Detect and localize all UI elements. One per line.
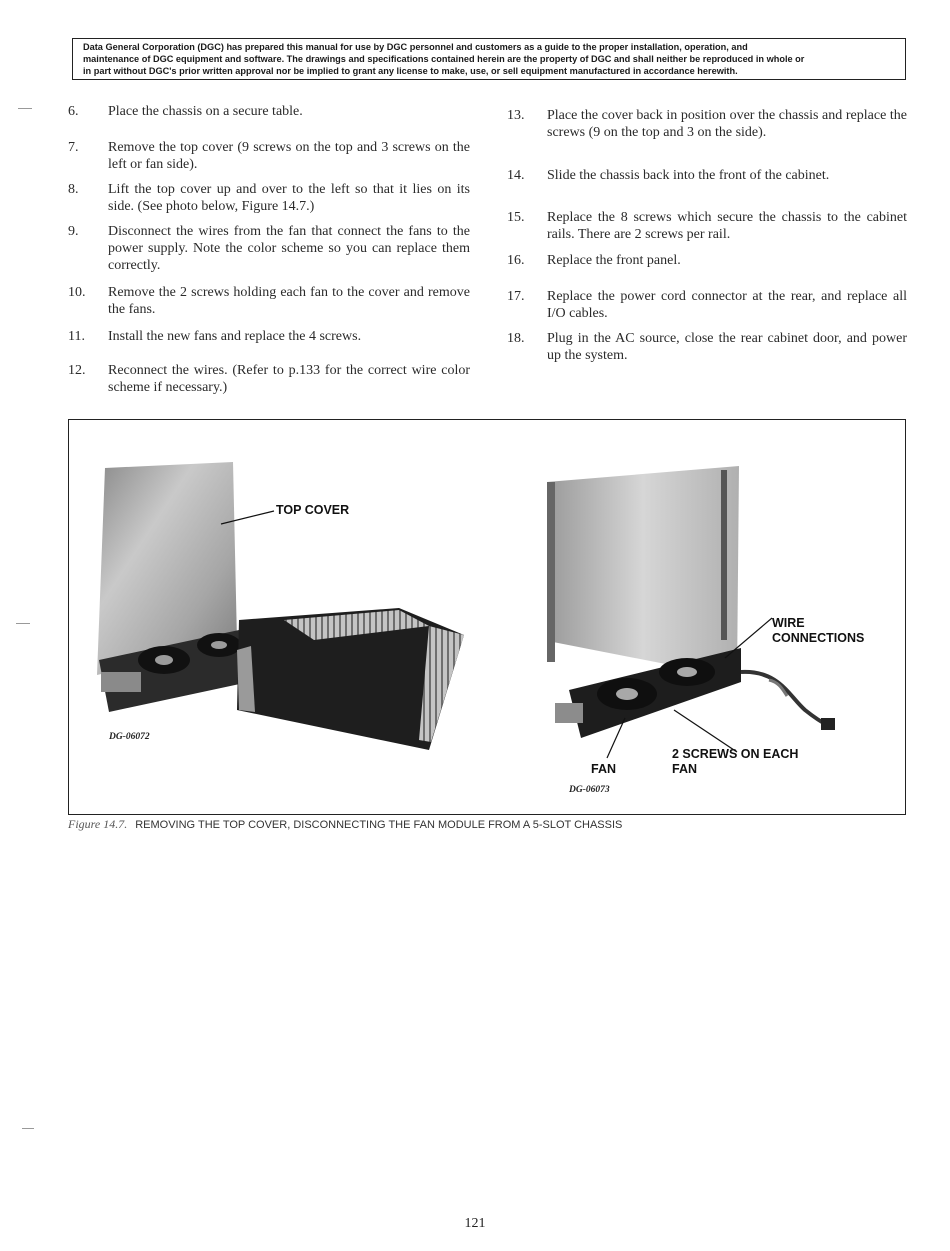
figure-14-7 [68, 419, 906, 815]
copyright-notice [72, 38, 906, 80]
label-wire: WIRE [772, 616, 805, 630]
step-item [68, 103, 470, 120]
step-item [68, 139, 470, 173]
notice-line-2: maintenance of DGC equipment and software. The drawings and specifications contained herein are the property of DGC and shall neither be reproduced in whole or [83, 53, 805, 64]
step-text: Install the new fans and replace the 4 screws. [108, 329, 362, 344]
step-item [507, 252, 907, 269]
label-connections: CONNECTIONS [772, 631, 865, 645]
connector-block [555, 703, 583, 723]
step-text: Reconnect the wires. (Refer to p.133 for the correct wire color scheme if necessary.) [108, 363, 470, 395]
fan-hub-icon [677, 667, 697, 677]
caption-prefix: Figure 14.7. [68, 817, 128, 831]
connector-block [101, 672, 141, 692]
step-text: Replace the front panel. [547, 253, 681, 268]
wire-plug [821, 718, 835, 730]
step-item [68, 362, 470, 396]
step-item [507, 288, 907, 322]
photo-id-left: DG-06072 [109, 732, 150, 742]
caption-text: REMOVING THE TOP COVER, DISCONNECTING THE FAN MODULE FROM A 5-SLOT CHASSIS [135, 819, 623, 831]
label-screws-fan: FAN [672, 762, 697, 776]
step-number: 13. [507, 108, 525, 123]
label-fan: FAN [591, 762, 616, 776]
step-number: 12. [68, 363, 86, 378]
photo-id-right: DG-06073 [569, 785, 610, 795]
fan-hub-icon [155, 655, 173, 665]
step-text: Remove the top cover (9 screws on the top and 3 screws on the left or fan side). [108, 140, 470, 172]
screws-pointer [674, 710, 737, 752]
step-number: 11. [68, 329, 85, 344]
page-number: 121 [464, 1216, 486, 1231]
figure-caption [68, 817, 622, 832]
cover-edge [721, 470, 727, 640]
margin-mark [22, 1128, 34, 1129]
fan-hub-icon [211, 641, 227, 649]
step-text: Place the chassis on a secure table. [108, 104, 303, 119]
step-item [507, 209, 907, 243]
step-text: Remove the 2 screws holding each fan to the cover and remove the fans. [108, 285, 470, 317]
step-text: Disconnect the wires from the fan that connect the fans to the power supply. Note the color scheme so you can replace them correctly. [108, 224, 470, 273]
step-number: 18. [507, 331, 525, 346]
cover-edge [547, 482, 555, 662]
step-number: 7. [68, 140, 79, 155]
step-item [507, 107, 907, 141]
step-text: Replace the power cord connector at the rear, and replace all I/O cables. [547, 289, 907, 321]
wire-cable [741, 672, 829, 726]
notice-line-1: Data General Corporation (DGC) has prepared this manual for use by DGC personnel and customers as a guide to the proper installation, operation, and [83, 42, 748, 52]
step-item [68, 328, 470, 345]
notice-line-3: in part without DGC's prior written approval nor be implied to grant any license to make, use, or sell equipment manufactured in accordance herewith. [83, 65, 738, 76]
step-number: 9. [68, 224, 79, 239]
photo-right-chassis [547, 466, 835, 738]
step-number: 10. [68, 285, 86, 300]
step-number: 16. [507, 253, 525, 268]
step-text: Lift the top cover up and over to the left so that it lies on its side. (See photo below, Figure 14.7.) [108, 182, 470, 214]
step-text: Place the cover back in position over the chassis and replace the screws (9 on the top and 3 on the side). [547, 108, 907, 140]
fan-hub-icon [616, 688, 638, 700]
step-item [507, 167, 907, 184]
step-item [68, 284, 470, 318]
label-top-cover: TOP COVER [276, 503, 350, 517]
step-text: Slide the chassis back into the front of the cabinet. [547, 168, 830, 183]
step-text: Replace the 8 screws which secure the chassis to the cabinet rails. There are 2 screws per rail. [547, 210, 907, 242]
step-number: 17. [507, 289, 525, 304]
step-number: 8. [68, 182, 79, 197]
step-item [68, 181, 470, 215]
step-number: 14. [507, 168, 525, 183]
step-item [68, 223, 470, 274]
step-number: 6. [68, 104, 79, 119]
margin-mark [16, 623, 30, 624]
cover-panel [547, 466, 739, 678]
step-number: 15. [507, 210, 525, 225]
margin-mark [18, 108, 32, 109]
step-text: Plug in the AC source, close the rear cabinet door, and power up the system. [547, 331, 907, 363]
label-two-screws: 2 SCREWS ON EACH [672, 747, 799, 761]
step-item [507, 330, 907, 364]
